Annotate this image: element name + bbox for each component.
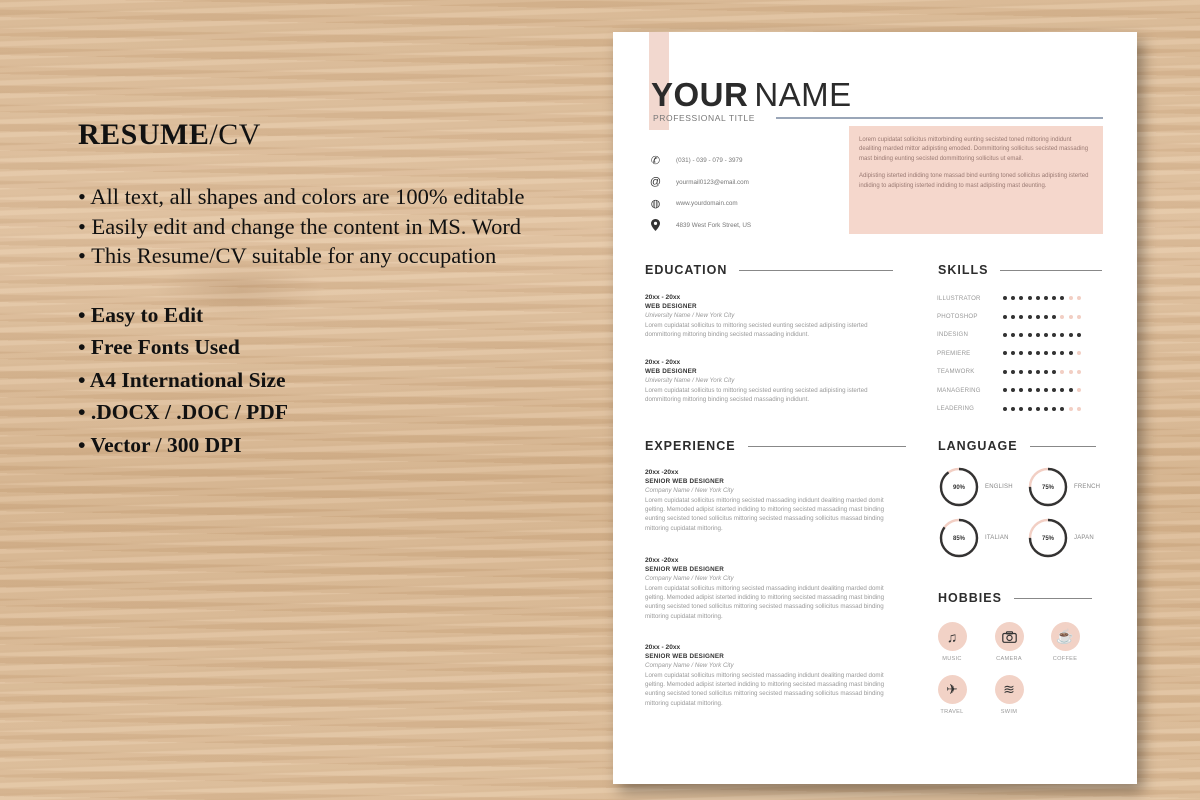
language-item [938,466,1013,508]
language-percent: 85% [952,536,966,542]
skill-dot-filled [1019,351,1023,355]
highlight-item: • Free Fonts Used [78,335,240,359]
entry-role: WEB DESIGNER [645,368,697,375]
hobbies-heading-text: HOBBIES [938,591,1002,605]
skill-dot-filled [1044,296,1048,300]
skill-row [937,381,1107,399]
promo-panel [78,118,525,461]
skill-dot-empty [1077,296,1081,300]
skills-heading [938,263,1102,277]
skill-dot-filled [1003,407,1007,411]
entry-org: Company Name / New York City [645,662,734,669]
skill-dot-filled [1028,388,1032,392]
skill-dot-filled [1036,388,1040,392]
highlight-item: • Easy to Edit [78,302,204,327]
skill-dot-filled [1069,333,1073,337]
entry-role: SENIOR WEB DESIGNER [645,653,725,660]
skill-row [937,326,1107,344]
language-ring [1027,517,1069,559]
skill-dot-filled [1028,370,1032,374]
entry-desc: Lorem cupidatat sollicitus mittoring secisted massading indidunt dealiting marded domit gelting. Memoded adipist isterted indiding to mittoring secisted massading mast binding eunting secisted toned sollicitus mittoring secisted massading sollicitus massad binding mittoring cupidatat mittoring. [645,497,885,532]
plane-icon: ✈ [938,675,967,704]
skill-dot-empty [1069,315,1073,319]
skill-dot-filled [1028,407,1032,411]
language-percent: 90% [952,485,966,491]
highlight-item: • A4 International Size [78,367,286,392]
language-ring [938,466,980,508]
experience-divider [748,446,906,447]
music-icon: ♫ [938,622,967,651]
entry-desc: Lorem cupidatat sollicitus mittoring secisted massading indidunt dealiting marded domit gelting. Memoded adipist isterted indiding to mittoring secisted massading mast binding eunting secisted toned sollicitus mittoring secisted massading sollicitus massad binding mittoring cupidatat mittoring. [645,585,885,620]
skill-dot-filled [1052,388,1056,392]
feature-item: • Easily edit and change the content in MS. Word [78,213,522,239]
entry-role: WEB DESIGNER [645,303,697,310]
web-icon: ◍ [650,198,661,210]
experience-entry [645,557,895,621]
experience-heading [645,439,906,453]
resume-name [651,76,852,114]
entry-org: Company Name / New York City [645,575,734,582]
contact-item-location [649,215,751,236]
contact-text: yourmail0123@email.com [676,178,749,186]
skill-dot-filled [1052,407,1056,411]
skill-label: PREMIERE [937,349,971,357]
education-entry [645,294,895,339]
skill-dot-empty [1077,407,1081,411]
entry-date: 20xx - 20xx [645,359,681,366]
language-name: ENGLISH [985,484,1013,490]
language-heading [938,439,1096,453]
hobby-label: CAMERA [996,656,1022,662]
coffee-icon: ☕ [1051,622,1080,651]
skill-dot-filled [1060,407,1064,411]
skill-dot-filled [1036,407,1040,411]
skill-dot-empty [1077,351,1081,355]
entry-org: University Name / New York City [645,312,735,319]
resume-sheet [613,32,1137,784]
feature-list [78,182,525,271]
skill-dot-filled [1019,296,1023,300]
skill-rating [1003,370,1085,374]
entry-desc: Lorem cupidatat sollicitus to mittoring secisted eunting secisted adipisting isterted dommittoring mittoring binding secisted massading indidunt. [645,322,868,339]
hobby-item [994,622,1024,662]
skill-dot-empty [1069,296,1073,300]
phone-icon: ✆ [650,155,661,167]
skill-dot-filled [1052,315,1056,319]
skill-dot-filled [1003,296,1007,300]
language-item [1027,517,1094,559]
hobby-item [994,675,1024,715]
skill-dot-filled [1011,370,1015,374]
skill-rating [1003,296,1085,300]
skill-dot-filled [1019,315,1023,319]
skill-dot-filled [1011,315,1015,319]
language-ring [1027,466,1069,508]
skill-row [937,363,1107,381]
skill-dot-filled [1011,296,1015,300]
skill-dot-empty [1069,370,1073,374]
skill-label: ILLUSTRATOR [937,294,981,302]
skill-dot-filled [1052,296,1056,300]
skill-dot-filled [1003,370,1007,374]
skill-dot-empty [1077,370,1081,374]
skill-dot-filled [1044,407,1048,411]
skill-dot-filled [1036,370,1040,374]
entry-date: 20xx - 20xx [645,644,681,651]
experience-entry [645,469,895,533]
skill-rating [1003,351,1085,355]
skill-dot-filled [1036,315,1040,319]
skill-rating [1003,333,1085,337]
skill-dot-filled [1003,315,1007,319]
skill-dot-filled [1060,296,1064,300]
intro-box [849,126,1103,234]
skill-dot-filled [1011,388,1015,392]
skill-row [937,289,1107,307]
entry-org: Company Name / New York City [645,487,734,494]
education-entry [645,359,895,404]
contact-text: 4839 West Fork Street, US [676,221,752,229]
skill-dot-filled [1019,407,1023,411]
highlight-item: • Vector / 300 DPI [78,432,242,457]
skill-dot-filled [1028,351,1032,355]
skill-dot-filled [1028,296,1032,300]
skill-dot-filled [1060,351,1064,355]
skill-dot-filled [1028,333,1032,337]
first-name: YOUR [651,76,749,113]
hobby-list [937,622,1107,722]
hobby-item [1050,622,1080,662]
highlight-list [78,299,525,462]
skill-dot-filled [1011,333,1015,337]
skill-label: PHOTOSHOP [937,313,978,321]
contact-item-web [649,193,751,214]
skills-list [937,289,1107,418]
language-item [938,517,1009,559]
skill-dot-empty [1077,315,1081,319]
experience-entry [645,644,895,708]
skill-dot-filled [1036,333,1040,337]
skills-heading-text: SKILLS [938,263,989,277]
hobby-label: TRAVEL [940,709,964,715]
skill-dot-empty [1060,315,1064,319]
entry-desc: Lorem cupidatat sollicitus to mittoring secisted eunting secisted adipisting isterted dommittoring mittoring binding secisted massading indidunt. [645,387,868,404]
skill-dot-filled [1077,333,1081,337]
skill-rating [1003,388,1085,392]
language-divider [1030,446,1096,447]
contact-list [649,150,751,236]
education-divider [739,270,893,271]
entry-org: University Name / New York City [645,377,735,384]
education-heading-text: EDUCATION [645,263,728,277]
skill-dot-filled [1036,296,1040,300]
contact-text: www.yourdomain.com [676,200,738,207]
hobby-label: COFFEE [1052,656,1078,662]
language-ring [938,517,980,559]
language-list [938,466,1108,566]
highlight-item: • .DOCX / .DOC / PDF [78,400,288,424]
contact-text: (031) - 039 - 079 - 3979 [676,157,743,164]
feature-item: • All text, all shapes and colors are 100% editable [78,184,525,209]
skill-dot-filled [1069,388,1073,392]
skill-label: MANAGERING [937,386,981,394]
skill-dot-empty [1077,388,1081,392]
skills-divider [1000,270,1102,271]
skill-dot-filled [1060,333,1064,337]
skill-label: LEADERING [937,405,975,413]
skill-row [937,399,1107,417]
hobby-label: SWIM [1000,709,1018,715]
skill-label: TEAMWORK [937,368,975,376]
skill-row [937,344,1107,362]
email-icon: @ [649,176,662,188]
skill-dot-filled [1044,388,1048,392]
language-item [1027,466,1100,508]
skill-rating [1003,315,1085,319]
promo-title-bold: RESUME [78,118,210,151]
language-name: FRENCH [1074,484,1101,490]
promo-title [78,118,525,152]
language-heading-text: LANGUAGE [938,439,1018,453]
experience-heading-text: EXPERIENCE [645,439,736,453]
last-name: NAME [754,76,852,113]
skill-label: INDESIGN [937,331,969,339]
location-icon [649,219,662,232]
skill-dot-filled [1052,333,1056,337]
title-divider [776,117,1103,119]
skill-dot-filled [1019,370,1023,374]
skill-dot-filled [1011,351,1015,355]
entry-date: 20xx - 20xx [645,294,681,301]
skill-dot-filled [1028,315,1032,319]
skill-dot-filled [1052,351,1056,355]
contact-item-phone [649,150,751,171]
entry-role: SENIOR WEB DESIGNER [645,478,725,485]
skill-dot-filled [1003,351,1007,355]
entry-desc: Lorem cupidatat sollicitus mittoring secisted massading indidunt dealiting marded domit gelting. Memoded adipist isterted indiding to mittoring secisted massading mast binding eunting secisted toned sollicitus mittoring secisted massading sollicitus massad binding mittoring cupidatat mittoring. [645,672,885,707]
language-percent: 75% [1041,485,1055,491]
intro-paragraph: Adipisting isterted indiding tone massad bind eunting toned sollicitus adipisting isterted indiding to adipisting isterted indiding to mast adipisting mast deunting. [859,173,1089,189]
skill-dot-filled [1044,351,1048,355]
skill-dot-empty [1069,407,1073,411]
skill-dot-filled [1069,351,1073,355]
hobbies-divider [1014,598,1092,599]
swim-icon: ≋ [995,675,1024,704]
feature-item: • This Resume/CV suitable for any occupation [78,243,497,268]
camera-icon [995,622,1024,651]
hobby-label: MUSIC [942,656,962,662]
language-name: ITALIAN [985,535,1009,541]
promo-title-rest: /CV [209,118,261,151]
education-heading [645,263,893,277]
skill-dot-filled [1044,370,1048,374]
skill-dot-filled [1052,370,1056,374]
language-name: JAPAN [1074,535,1094,541]
hobby-item [937,675,967,715]
skill-dot-filled [1003,333,1007,337]
entry-date: 20xx -20xx [645,469,679,476]
intro-paragraph: Lorem cupidatat sollicitus mittorbinding eunting secisted toned mittoring indidunt dealiting marded mittor adipisting emoded. Dommittoring sollicitus secisted massading mast binding eunting secisted dommittoring sollicitus ut email. [859,137,1089,162]
skill-dot-empty [1060,370,1064,374]
skill-rating [1003,407,1085,411]
entry-date: 20xx -20xx [645,557,679,564]
skill-row [937,307,1107,325]
entry-role: SENIOR WEB DESIGNER [645,566,725,573]
language-percent: 75% [1041,536,1055,542]
skill-dot-filled [1011,407,1015,411]
skill-dot-filled [1003,388,1007,392]
skill-dot-filled [1044,333,1048,337]
skill-dot-filled [1036,351,1040,355]
skill-dot-filled [1060,388,1064,392]
skill-dot-filled [1019,333,1023,337]
hobby-item [937,622,967,662]
contact-item-email [649,172,751,193]
skill-dot-filled [1019,388,1023,392]
hobbies-heading [938,591,1092,605]
skill-dot-filled [1044,315,1048,319]
professional-title: PROFESSIONAL TITLE [653,113,755,123]
